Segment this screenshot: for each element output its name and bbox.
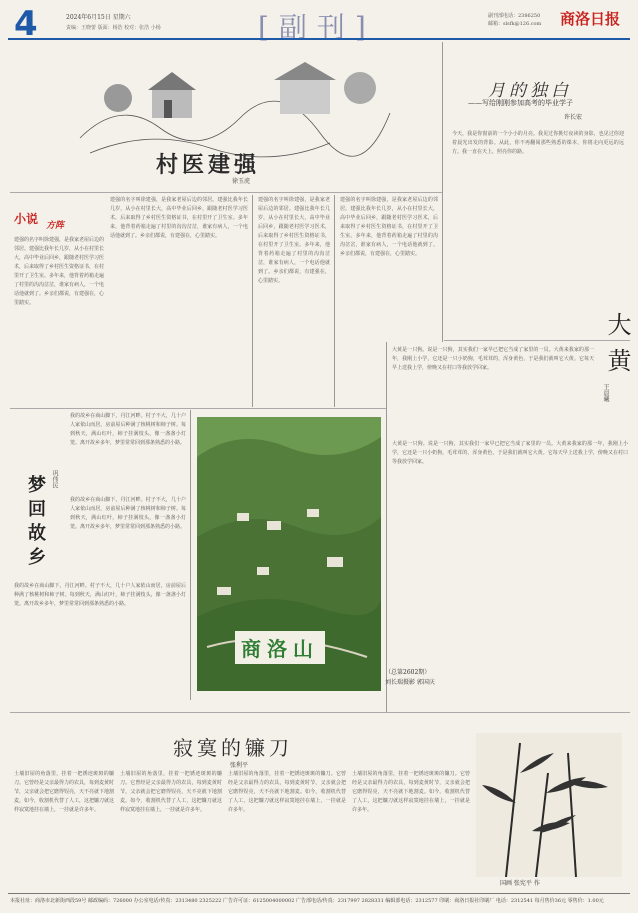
article-author: 张利平 (230, 762, 249, 769)
article-title: 大黄 (603, 312, 631, 384)
photo-title: 商洛山 (235, 631, 325, 664)
article-body-column (70, 496, 186, 578)
article-author: 巩伟民 (51, 470, 58, 488)
article-body-column (352, 770, 470, 888)
article-body: 土墙旧屋的角落里，挂着一把锈迹斑斑的镰刀。它曾经是父亲最得力的农具，每到麦黄时节，父亲就会把它磨得锃亮，天不亮就下地割麦。如今，收割机代替了人工，这把镰刀就这样寂寞地挂在墙上，一挂就是许多年。 (14, 771, 114, 813)
contact-info (488, 12, 541, 28)
column-label: 小说 (14, 212, 39, 226)
article-title: 寂寞的镰刀 (173, 736, 293, 760)
article-body: 建强的名字叫徐建强，是我家老屋后边的邻居。建强比我年长几岁，从小在村里长大，高中毕业后回乡，跟随老村医学习医术，后来取得了乡村医生资格证书，在村里开了卫生室。多年来，他背着药箱走遍了村里的沟沟岔岔，谁家有病人，一个电话他就到了。乡亲们都说，有建强在，心里踏实。 (110, 197, 248, 239)
article-body: 我的故乡在商山脚下，丹江河畔。村子不大，几十户人家依山而居，房前屋后种满了核桃树和柿子树。每到秋天，满山红叶，柿子挂满枝头，像一盏盏小灯笼。离开故乡多年，梦里常常回到那条熟悉的小路。 (70, 413, 186, 446)
article-body: 建强的名字叫徐建强，是我家老屋后边的邻居。建强比我年长几岁，从小在村里长大，高中毕业后回乡，跟随老村医学习医术，后来取得了乡村医生资格证书，在村里开了卫生室。多年来，他背着药箱走遍了村里的沟沟岔岔，谁家有病人，一个电话他就到了。乡亲们都说，有建强在，心里踏实。 (340, 197, 438, 257)
article-title: 村医建强 (156, 153, 261, 178)
article-body: 建强的名字叫徐建强，是我家老屋后边的邻居。建强比我年长几岁，从小在村里长大，高中毕业后回乡，跟随老村医学习医术，后来取得了乡村医生资格证书，在村里开了卫生室。多年来，他背着药箱走遍了村里的沟沟岔岔，谁家有病人，一个电话他就到了。乡亲们都说，有建强在，心里踏实。 (258, 197, 330, 284)
section-rule (10, 192, 442, 193)
painting-caption: 国画 张宪平 作 (500, 880, 540, 887)
article-author: 王晨曦 (602, 384, 609, 402)
article-body-column (14, 236, 104, 402)
footer-info: 本报社址：商洛市北新街西段59号 邮政编码：726000 办公室电话/传真：2313480 2325222 广告许可证：6125004000002 广告部电话/传真：2317997 2828331 编辑部电话：2312577 印刷：商洛日报社印刷厂 电话：2312541 每月售价36元 零售价：1.00元 (10, 898, 604, 904)
article-body-column (110, 196, 248, 402)
article-body-column (452, 130, 624, 334)
column-divider (252, 195, 253, 407)
section-title: [副刊] (258, 11, 376, 44)
article-body-column (258, 196, 330, 402)
article-body: 土墙旧屋的角落里，挂着一把锈迹斑斑的镰刀。它曾经是父亲最得力的农具，每到麦黄时节，父亲就会把它磨得锃亮，天不亮就下地割麦。如今，收割机代替了人工，这把镰刀就这样寂寞地挂在墙上，一挂就是许多年。 (228, 771, 346, 813)
article-body-column (120, 770, 222, 888)
article-body-column (392, 346, 594, 436)
photo-series: （总第2602期） (385, 669, 431, 676)
article-body: 我的故乡在商山脚下，丹江河畔。村子不大，几十户人家依山而居，房前屋后种满了核桃树和柿子树。每到秋天，满山红叶，柿子挂满枝头，像一盏盏小灯笼。离开故乡多年，梦里常常回到那条熟悉的小路。 (70, 497, 186, 530)
article-body-column (70, 412, 186, 492)
article-body-column (228, 770, 346, 888)
bamboo-painting (476, 733, 622, 877)
column-sublabel: 方阵 (46, 221, 65, 231)
column-divider (334, 195, 335, 407)
column-divider (190, 410, 191, 700)
photo-credit: 刘长瑞摄影 郭国庆 (385, 679, 435, 686)
date-line: 2024年6月15日 星期六 (66, 14, 131, 21)
staff-line: 责编：王晓蕾 版面：杨浩 校对：张浩 小杨 (66, 25, 161, 31)
article-title: 梦回故乡 (25, 475, 46, 571)
article-body: 土墙旧屋的角落里，挂着一把锈迹斑斑的镰刀。它曾经是父亲最得力的农具，每到麦黄时节，父亲就会把它磨得锃亮，天不亮就下地割麦。如今，收割机代替了人工，这把镰刀就这样寂寞地挂在墙上，一挂就是许多年。 (120, 771, 222, 813)
header-rule (8, 38, 630, 40)
article-author: 许长宏 (564, 114, 583, 121)
article-body: 土墙旧屋的角落里，挂着一把锈迹斑斑的镰刀。它曾经是父亲最得力的农具，每到麦黄时节，父亲就会把它磨得锃亮，天不亮就下地割麦。如今，收割机代替了人工，这把镰刀就这样寂寞地挂在墙上，一挂就是许多年。 (352, 771, 470, 813)
contact-email: 邮箱：slsfk@126.com (488, 21, 542, 27)
contact-phone: 副刊部电话：2386250 (488, 13, 541, 19)
newspaper-logo: 商洛日报 (560, 10, 621, 28)
photo-caption (385, 668, 435, 688)
column-divider (442, 42, 443, 342)
article-subtitle: ——写给刚刚参加高考的毕业学子 (468, 99, 573, 107)
page-number: 4 (14, 4, 38, 44)
article-body-column (14, 582, 186, 706)
article-body: 我的故乡在商山脚下，丹江河畔。村子不大，几十户人家依山而居，房前屋后种满了核桃树和柿子树。每到秋天，满山红叶，柿子挂满枝头，像一盏盏小灯笼。离开故乡多年，梦里常常回到那条熟悉的小路。 (14, 583, 186, 607)
article-body: 大黄是一只狗。说是一只狗，其实我们一家早已把它当成了家里的一员。大黄来我家的那一年，我刚上小学，它还是一只小奶狗，毛茸茸的，浑身黄色，于是我们就叫它大黄。它每天早上送我上学，傍晚又在村口等我放学回家。 (392, 441, 628, 465)
article-body-column (14, 770, 114, 888)
article-body: 今天，我是你窗前的一个小小的月亮。我见过你挑灯夜读的身影，也见过你迎着晨光出发的背影。从此，你不再翻阅那些熟悉的课本，你将走向更远的远方。我一直在天上，照亮你的路。 (452, 131, 624, 155)
section-rule (10, 408, 386, 409)
article-body: 大黄是一只狗。说是一只狗，其实我们一家早已把它当成了家里的一员。大黄来我家的那一年，我刚上小学，它还是一只小奶狗，毛茸茸的，浑身黄色，于是我们就叫它大黄。它每天早上送我上学，傍晚又在村口等我放学回家。 (392, 347, 594, 371)
article-title: 月的独白 (488, 81, 572, 101)
article-body: 建强的名字叫徐建强，是我家老屋后边的邻居。建强比我年长几岁，从小在村里长大，高中毕业后回乡，跟随老村医学习医术，后来取得了乡村医生资格证书，在村里开了卫生室。多年来，他背着药箱走遍了村里的沟沟岔岔，谁家有病人，一个电话他就到了。乡亲们都说，有建强在，心里踏实。 (14, 237, 104, 306)
footer-rule (8, 893, 630, 894)
article-author: 徐玉虎 (232, 178, 251, 185)
section-rule (10, 712, 630, 713)
